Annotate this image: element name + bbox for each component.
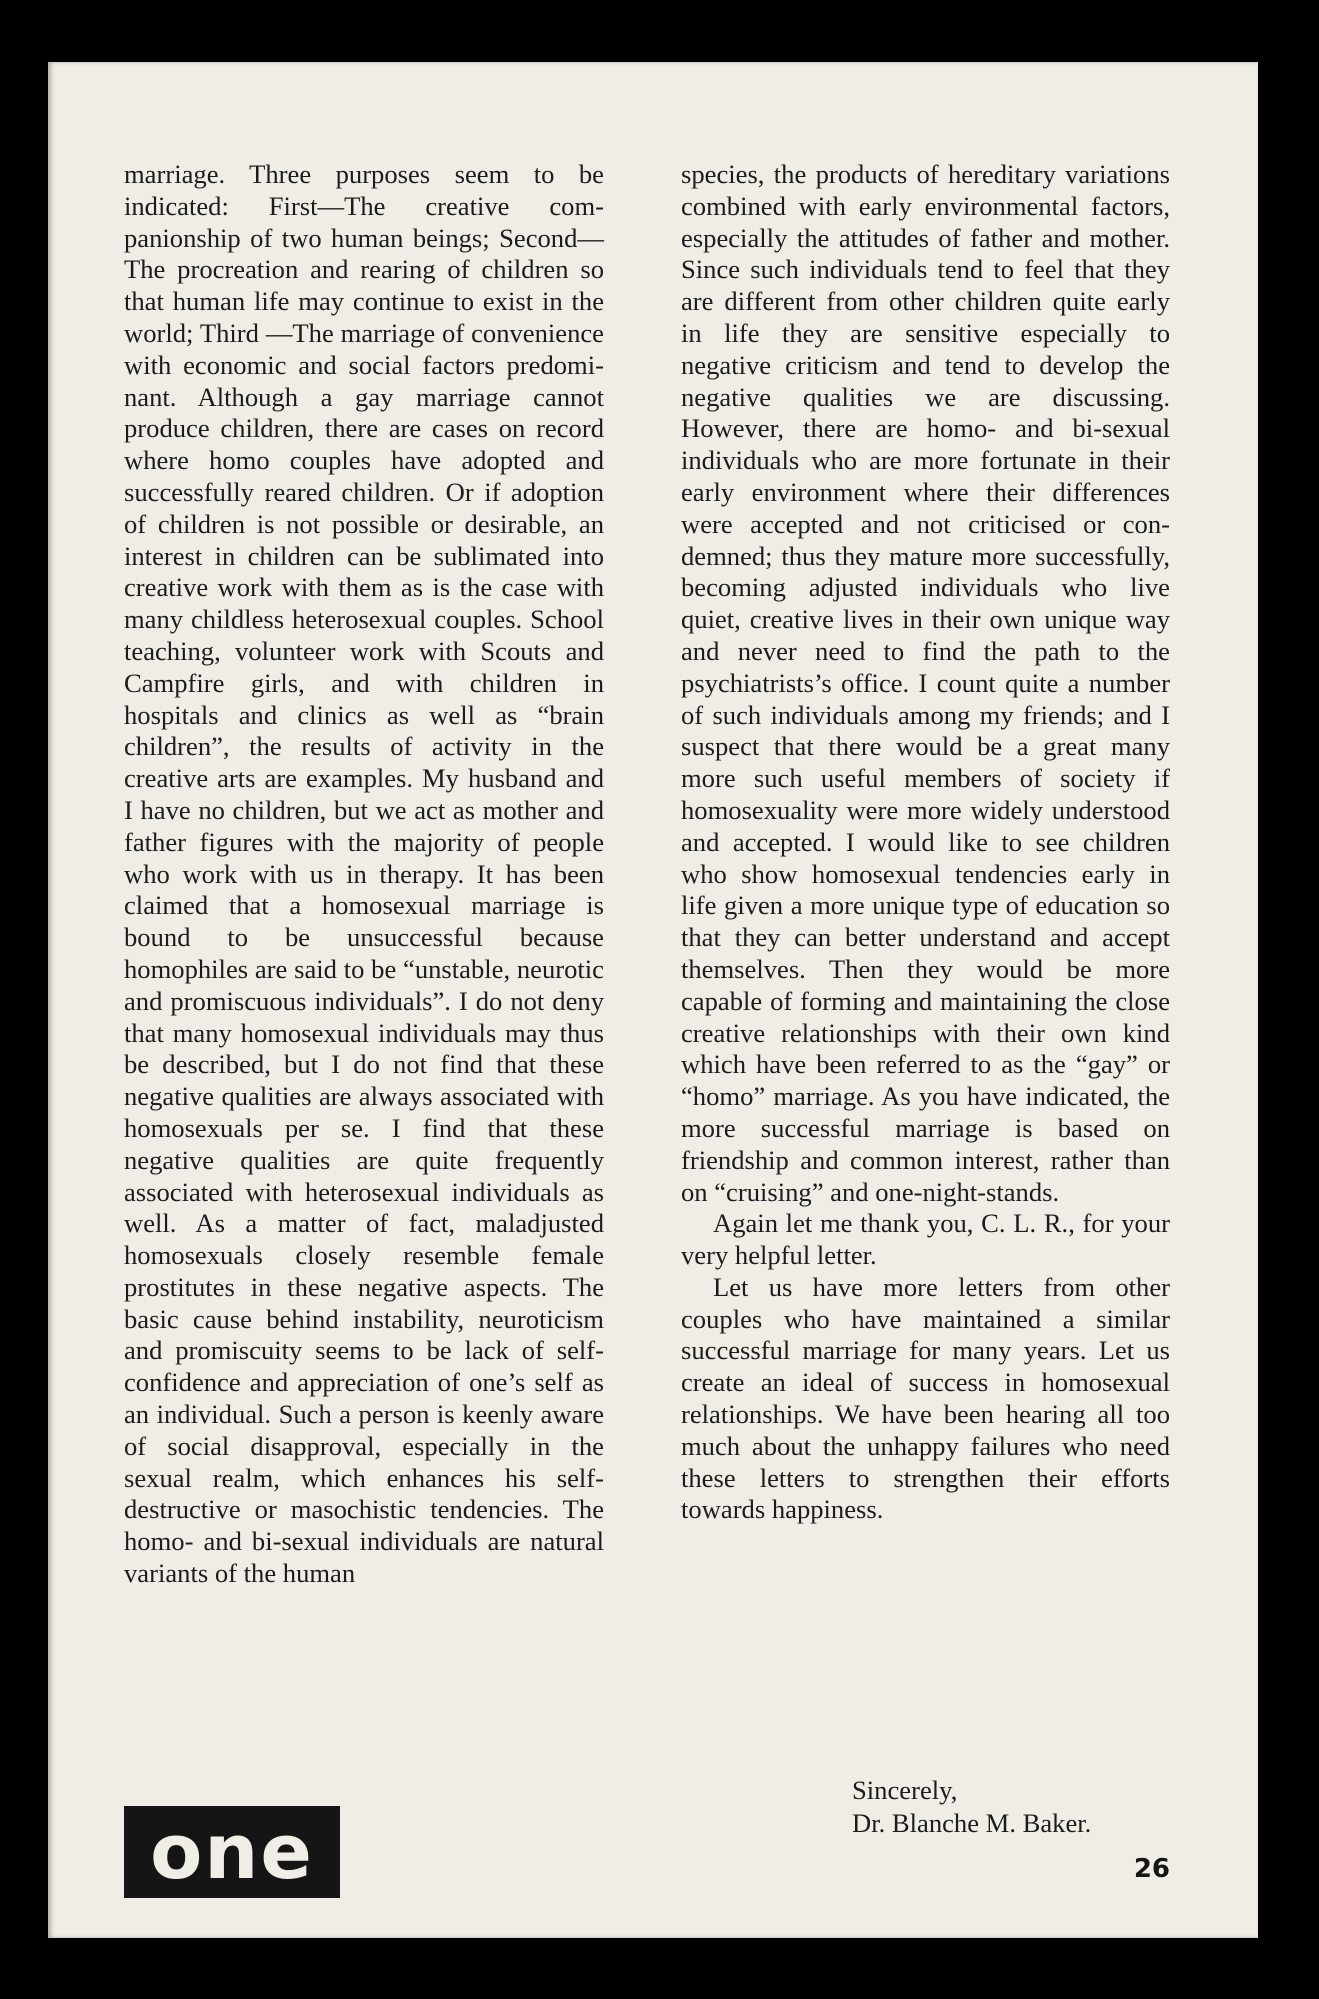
right-paragraph-3: Let us have more letters from other couples who have maintained a similar successful marriage for many years. Let us create an ideal of success in homosexual relationships. We have been hearing all too much about the unhappy failures who need these letters to strengthen their efforts towards happiness.: [681, 1271, 1170, 1525]
right-column: [681, 159, 1170, 1526]
left-column: [124, 159, 604, 1590]
right-paragraph-2: Again let me thank you, C. L. R., for your very helpful letter.: [681, 1208, 1170, 1271]
left-column-text: marriage. Three purposes seem to be indicated: First—The creative companionship of two human beings; Second—The procreation and rearing of children so that human life may continue to exist in the world; Third —The marriage of convenience with economic and social factors predominant. Although a gay marriage cannot produce children, there are cases on record where homo couples have adopted and successfully reared children. Or if adoption of children is not possible or desirable, an interest in children can be sublimated into creative work with them as is the case with many childless heterosexual couples. School teaching, volunteer work with Scouts and Campfire girls, and with children in hospitals and clinics as well as “brain children”, the results of activity in the creative arts are examples. My husband and I have no children, but we act as mother and father figures with the majority of people who work with us in therapy. It has been claimed that a homosexual marriage is bound to be unsuccessful because homophiles are said to be “unstable, neurotic and promiscuous individuals”. I do not deny that many homosexual individuals may thus be described, but I do not find that these negative qualities are always associated with homosexuals per se. I find that these negative qualities are quite frequently associated with heterosexual individuals as well. As a matter of fact, maladjusted homosexuals closely resemble female prostitutes in these negative aspects. The basic cause behind instability, neuroticism and promiscuity seems to be lack of self-confidence and appreciation of one’s self as an individual. Such a person is keenly aware of social disapproval, especially in the sexual realm, which enhances his self-destructive or masochistic tendencies. The homo- and bi-sexual individuals are natural variants of the human: [124, 159, 604, 1589]
magazine-logo: one: [124, 1806, 340, 1898]
magazine-page: [48, 62, 1258, 1938]
page-number: 26: [1133, 1854, 1170, 1884]
letter-signoff: [852, 1774, 1091, 1840]
right-paragraph-1: species, the products of hereditary variations combined with early environmental factors, especially the attitudes of father and mother. Since such individuals tend to feel that they are different from other children quite early in life they are sensitive especially to negative criticism and tend to develop the negative qualities we are discussing. However, there are homo- and bi-sexual individuals who are more fortunate in their early environment where their differences were accepted and not criticised or condemned; thus they mature more successfully, becoming adjusted individuals who live quiet, creative lives in their own unique way and never need to find the path to the psychiatrists’s office. I count quite a number of such individuals among my friends; and I suspect that there would be a great many more such useful members of society if homosexuality were more widely understood and accepted. I would like to see children who show homosexual tendencies early in life given a more unique type of education so that they can better understand and accept themselves. Then they would be more capable of forming and maintaining the close creative relationships with their own kind which have been referred to as the “gay” or “homo” marriage. As you have indicated, the more successful marriage is based on friendship and common interest, rather than on “cruising” and one-night-stands.: [681, 159, 1170, 1207]
author-name: Dr. Blanche M. Baker.: [852, 1808, 1092, 1838]
closing-text: Sincerely,: [852, 1775, 958, 1805]
